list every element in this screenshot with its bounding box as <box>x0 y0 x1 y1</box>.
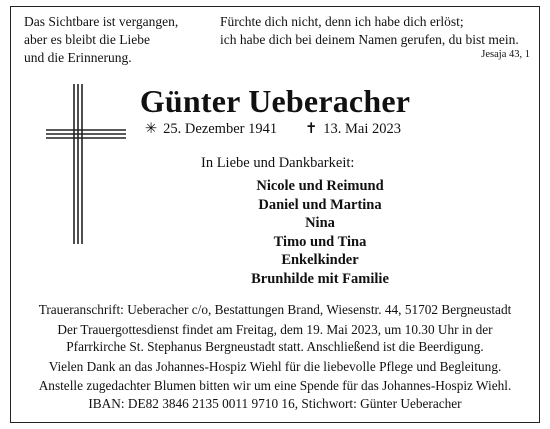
family-list <box>120 177 520 289</box>
birth-star-icon: ✳ <box>145 121 158 137</box>
family-member: Nina <box>305 215 335 232</box>
funeral-service <box>0 321 550 356</box>
family-member: Brunhilde mit Familie <box>251 270 389 287</box>
donation-line: Anstelle zugedachter Blumen bitten wir um eine Spende für das Johannes-Hospiz Wiehl. <box>38 378 512 393</box>
donation-line: IBAN: DE82 3846 2135 0011 9710 16, Stichwort: Günter Ueberacher <box>88 395 462 411</box>
birth-date: 25. Dezember 1941 <box>163 121 278 137</box>
notice-details <box>0 301 550 414</box>
bible-quote-line: ich habe dich bei deinem Namen gerufen, du bist mein. <box>220 32 519 47</box>
deceased-name: Günter Ueberacher <box>139 83 411 119</box>
death-cross-icon: ✝ <box>305 121 318 137</box>
family-member: Timo und Tina <box>273 233 367 250</box>
donation-note <box>0 377 550 412</box>
mourning-address: Traueranschrift: Ueberacher c/o, Bestattungen Brand, Wiesenstr. 44, 51702 Bergneustadt <box>38 302 512 317</box>
bible-quote <box>220 13 519 49</box>
death-date: 13. Mai 2023 <box>323 121 401 137</box>
family-member: Enkelkinder <box>281 252 359 269</box>
intro-text: In Liebe und Dankbarkeit: <box>201 155 355 171</box>
life-dates <box>145 121 401 138</box>
family-member: Nicole und Reimund <box>256 178 384 194</box>
family-member: Daniel und Martina <box>258 196 382 213</box>
funeral-service-line: Pfarrkirche St. Stephanus Bergneustadt statt. Anschließend ist die Beerdigung. <box>66 339 484 354</box>
left-quote <box>24 13 178 67</box>
bible-quote-source: Jesaja 43, 1 <box>481 49 530 60</box>
bible-quote-line: Fürchte dich nicht, denn ich habe dich erlöst; <box>220 14 464 29</box>
left-quote-line: Das Sichtbare ist vergangen, <box>24 14 179 29</box>
left-quote-line: aber es bleibt die Liebe <box>24 32 150 47</box>
left-quote-line: und die Erinnerung. <box>24 50 132 65</box>
funeral-service-line: Der Trauergottesdienst findet am Freitag, dem 19. Mai 2023, um 10.30 Uhr in der <box>57 321 493 337</box>
thanks-note: Vielen Dank an das Johannes-Hospiz Wiehl für die liebevolle Pflege und Begleitung. <box>48 358 502 374</box>
